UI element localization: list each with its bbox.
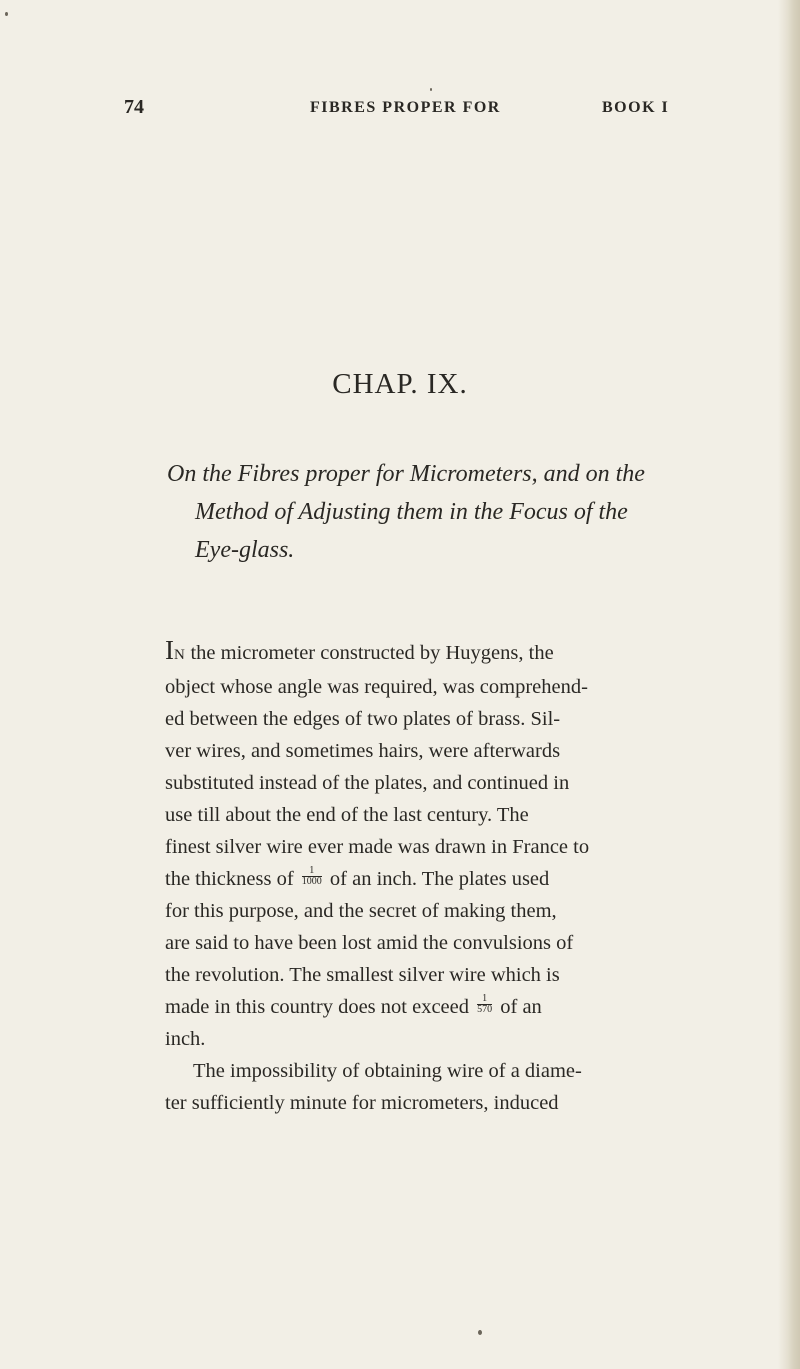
text-line: use till about the end of the last century. The [165, 804, 529, 826]
fraction-denominator: 570 [477, 1004, 493, 1015]
drop-capital: I [165, 635, 174, 665]
text-segment: the thickness of [165, 868, 299, 890]
text-segment: of an [495, 996, 542, 1018]
text-line: ed between the edges of two plates of brass. Sil- [165, 708, 561, 730]
text-line: inch. [165, 1028, 206, 1050]
chapter-heading: CHAP. IX. [332, 368, 468, 400]
page-number: 74 [124, 96, 144, 118]
subtitle-line: Method of Adjusting them in the Focus of the [195, 499, 628, 525]
text-line: ver wires, and sometimes hairs, were afterwards [165, 740, 561, 762]
text-segment: the micrometer constructed by Huygens, the [185, 642, 554, 664]
text-line: for this purpose, and the secret of making them, [165, 900, 557, 922]
fraction [477, 994, 492, 1015]
text-line: ter sufficiently minute for micrometers, induced [165, 1092, 559, 1114]
fraction [302, 866, 322, 887]
body-text [165, 634, 677, 1119]
chapter-subtitle [167, 455, 667, 569]
text-line: the revolution. The smallest silver wire which is [165, 964, 560, 986]
text-line [165, 863, 677, 895]
paper-speck [5, 12, 8, 16]
page-edge-shadow [778, 0, 800, 1369]
paper-speck [430, 88, 432, 91]
running-title: FIBRES PROPER FOR [310, 99, 501, 116]
text-line: finest silver wire ever made was drawn in France to [165, 836, 590, 858]
subtitle-line: On the Fibres proper for Micrometers, and on the [167, 461, 645, 487]
text-line: The impossibility of obtaining wire of a diame- [193, 1060, 582, 1082]
fraction-numerator: 1 [302, 866, 322, 877]
text-line: substituted instead of the plates, and continued in [165, 772, 570, 794]
fraction-numerator: 1 [477, 994, 492, 1005]
text-line: object whose angle was required, was comprehend- [165, 676, 588, 698]
running-header [0, 96, 800, 126]
text-line: are said to have been lost amid the convulsions of [165, 932, 574, 954]
text-line [165, 634, 677, 671]
fraction-denominator: 1000 [301, 876, 322, 887]
subtitle-line: Eye-glass. [195, 537, 295, 563]
text-segment: made in this country does not exceed [165, 996, 475, 1018]
book-label: BOOK I [602, 99, 670, 116]
text-line [165, 991, 677, 1023]
text-segment: of an inch. The plates used [324, 868, 550, 890]
small-caps: N [174, 647, 186, 663]
paper-speck [478, 1330, 482, 1335]
